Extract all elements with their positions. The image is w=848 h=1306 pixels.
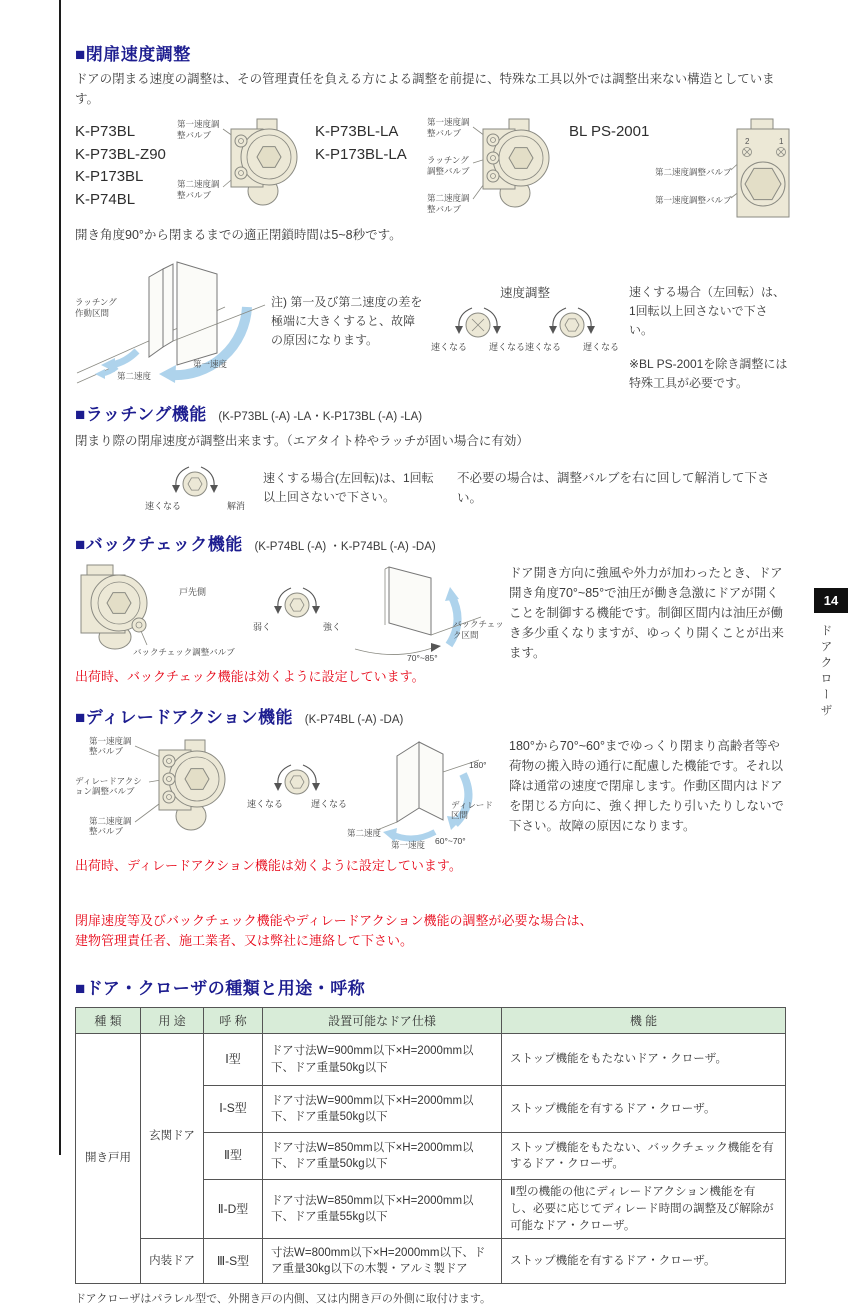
model-name: K-P73BL-LA bbox=[315, 123, 399, 140]
cell-function: ストップ機能を有するドア・クローザ。 bbox=[502, 1239, 786, 1284]
table-footnote: ドアクローザはパラレル型で、外開き戸の内側、又は内開き戸の外側に取付けます。 bbox=[75, 1293, 491, 1306]
table-header-row bbox=[76, 1008, 786, 1034]
special-tool-note: ※BL PS-2001を除き調整には特殊工具が必要です。 bbox=[629, 356, 788, 390]
valve-label-first-speed: 第一速度調整バルブ bbox=[177, 119, 220, 140]
page-number: 14 bbox=[823, 593, 839, 608]
col-header-function: 機 能 bbox=[502, 1008, 786, 1034]
door-label-second-speed: 第二速度 bbox=[117, 371, 152, 381]
cell-function: ストップ機能をもたない、バックチェック機能を有するドア・クローザ。 bbox=[502, 1133, 786, 1180]
door-closer-drawing bbox=[75, 563, 253, 659]
cell-spec: ドア寸法W=850mm以下×H=2000mm以下、ドア重量55kg以下 bbox=[263, 1180, 502, 1239]
cell-use-group: 内装ドア bbox=[141, 1239, 204, 1284]
section-title bbox=[75, 529, 791, 557]
section-delayed-action bbox=[75, 702, 791, 877]
valve-label-second-speed: 第二速度調整バルブ bbox=[655, 167, 732, 177]
section-title bbox=[75, 399, 791, 427]
cell-function: Ⅱ型の機能の他にディレードアクション機能を有し、必要に応じてディレード時間の調整及び解除が可能なドア・クローザ。 bbox=[502, 1180, 786, 1239]
angle-180-label: 180° bbox=[469, 759, 487, 770]
valve-label-first-speed: 第一速度調整バルブ bbox=[655, 195, 732, 205]
section-title: ■ドア・クローザの種類と用途・呼称 bbox=[75, 979, 366, 999]
model-name: K-P74BL bbox=[75, 190, 136, 208]
model-list-la bbox=[315, 117, 427, 219]
latching-valve-icon bbox=[145, 464, 245, 512]
table-row bbox=[76, 1239, 786, 1284]
col-header-type: 種 類 bbox=[76, 1008, 141, 1034]
valve-slower-label: 遅くなる bbox=[582, 342, 619, 352]
door-label-first-speed: 第一速度 bbox=[193, 359, 228, 369]
cell-spec: ドア寸法W=900mm以下×H=2000mm以下、ドア重量50kg以下 bbox=[263, 1034, 502, 1086]
cell-name: Ⅱ-D型 bbox=[204, 1180, 263, 1239]
model-name: K-P173BL bbox=[75, 168, 144, 185]
delayed-angle-label: 60°~70° bbox=[435, 835, 466, 846]
section-backcheck bbox=[75, 529, 791, 688]
section-closing-speed bbox=[75, 40, 791, 390]
cell-spec: 寸法W=800mm以下×H=2000mm以下、ドア重量30kg以下の木製・アルミ製ドア bbox=[263, 1239, 502, 1284]
page-left-rule bbox=[59, 0, 61, 1155]
valve-slower-label: 遅くなる bbox=[488, 342, 525, 352]
backcheck-valve-icon bbox=[253, 585, 341, 633]
page-number-tab bbox=[814, 588, 848, 613]
factory-setting-note: 出荷時、バックチェック機能は効くように設定しています。 bbox=[75, 669, 425, 684]
valve-faster-label: 速くなる bbox=[525, 342, 562, 352]
first-speed-label: 第一速度 bbox=[391, 839, 426, 850]
cell-name: Ⅰ型 bbox=[204, 1034, 263, 1086]
cell-name: Ⅱ型 bbox=[204, 1133, 263, 1180]
table-row bbox=[76, 1034, 786, 1086]
cancel-note: 不必要の場合は、調整バルブを右に回して解消して下さい。 bbox=[457, 471, 770, 505]
cell-spec: ドア寸法W=850mm以下×H=2000mm以下、ドア重量50kg以下 bbox=[263, 1133, 502, 1180]
delayed-description: 180°から70°~60°までゆっくり閉まり高齢者等や荷物の搬入時の通行に配慮した機能です。それ以降は通常の速度で閉扉します。作動区間内はドアを閉じる方向に、強く押したり引いたりしないで下さい。故障の原因になります。 bbox=[509, 738, 785, 833]
backcheck-closer-illustration bbox=[75, 563, 253, 659]
valve-label-second-speed: 第二速度調整バルブ bbox=[177, 179, 220, 200]
cell-use-group: 玄関ドア bbox=[141, 1034, 204, 1239]
second-speed-label: 第二速度 bbox=[347, 827, 382, 838]
col-header-name: 呼 称 bbox=[204, 1008, 263, 1034]
rotation-notes bbox=[629, 283, 791, 393]
model-name: BL PS-2001 bbox=[569, 123, 650, 140]
valve-weak-label: 弱く bbox=[253, 622, 272, 632]
section-title bbox=[75, 702, 791, 730]
valve-label-first-speed: 第一速度調整バルブ bbox=[427, 117, 470, 138]
closing-time-note: 開き角度90°から閉まるまでの適正閉鎖時間は5~8秒です。 bbox=[75, 228, 402, 242]
backcheck-valve-label: バックチェック調整バルブ bbox=[133, 647, 235, 657]
valve-mark-1: 1 bbox=[779, 137, 784, 146]
door-label-latching-zone: ラッチング作動区間 bbox=[75, 297, 117, 318]
cell-spec: ドア寸法W=900mm以下×H=2000mm以下、ドア重量50kg以下 bbox=[263, 1086, 502, 1133]
backcheck-description: ドア開き方向に強風や外力が加わったとき、ドア開き角度70°~85°で油圧が働き急激にドアが開くことを制御する機能です。制御区間内は油圧が働き多少重くなりますが、ゆっくり開くことが出来ます。 bbox=[509, 566, 784, 660]
rotation-limit-note: 速くする場合（左回転）は、1回転以上回さないで下さい。 bbox=[629, 285, 786, 338]
col-header-spec: 設置可能なドア仕様 bbox=[263, 1008, 502, 1034]
section-models: (K-P73BL (-A) -LA・K-P173BL (-A) -LA) bbox=[218, 411, 423, 423]
door-closer-illustration-latching bbox=[427, 117, 569, 219]
section-latching bbox=[75, 399, 791, 517]
section-title: ■閉扉速度調整 bbox=[75, 45, 191, 64]
door-swing-diagram bbox=[75, 255, 271, 385]
door-closer-illustration-standard bbox=[177, 117, 315, 219]
model-name: K-P73BL bbox=[75, 123, 136, 140]
valve-label-second-speed: 第二速度調整バルブ bbox=[89, 815, 132, 837]
cell-type-group: 開き戸用 bbox=[76, 1034, 141, 1284]
model-name: K-P173BL-LA bbox=[315, 145, 407, 163]
models-row bbox=[75, 117, 791, 219]
valve-label-latching: ラッチング調整バルブ bbox=[427, 155, 470, 176]
section-intro: 閉まり際の閉扉速度が調整出来ます。（エアタイト枠やラッチが固い場合に有効） bbox=[75, 434, 529, 448]
warning-line-1: 閉扉速度等及びバックチェック機能やディレードアクション機能の調整が必要な場合は、 bbox=[75, 912, 593, 928]
section-models: (K-P74BL (-A) -DA) bbox=[304, 713, 404, 726]
section-title-text: ■バックチェック機能 bbox=[75, 535, 243, 554]
delayed-door-diagram bbox=[347, 736, 497, 848]
adjustment-warning bbox=[75, 911, 791, 953]
valve-strong-label: 強く bbox=[322, 622, 341, 632]
valve-faster-label: 速くなる bbox=[431, 342, 468, 352]
warning-line-2: 建物管理責任者、施工業者、又は弊社に連絡して下さい。 bbox=[75, 933, 414, 949]
model-list-standard bbox=[75, 117, 177, 219]
valve-label-second-speed: 第二速度調整バルブ bbox=[427, 193, 470, 214]
valve-cancel-label: 解消 bbox=[226, 501, 245, 511]
rotation-limit-note: 速くする場合(左回転)は、1回転以上回さないで下さい。 bbox=[263, 470, 434, 504]
page-content bbox=[75, 40, 791, 1306]
delayed-closer-illustration bbox=[75, 736, 247, 844]
section-title-text: ■ディレードアクション機能 bbox=[75, 707, 294, 727]
delayed-zone-label: ディレード区間 bbox=[451, 799, 493, 821]
cell-function: ストップ機能を有するドア・クローザ。 bbox=[502, 1086, 786, 1133]
speed-difference-note: 注) 第一及び第二速度の差を極端に大きくすると、故障の原因になります。 bbox=[271, 295, 423, 348]
valve-faster-label: 速くなる bbox=[145, 501, 182, 511]
backcheck-angle-label: 70°~85° bbox=[407, 653, 438, 663]
cell-name: Ⅰ-S型 bbox=[204, 1086, 263, 1133]
section-title-text: ■ラッチング機能 bbox=[75, 405, 207, 424]
door-edge-label: 戸先側 bbox=[179, 587, 207, 597]
cell-name: Ⅲ-S型 bbox=[204, 1239, 263, 1284]
backcheck-zone-label: バックチェック区間 bbox=[453, 619, 504, 640]
speed-adjust-block bbox=[431, 255, 619, 353]
model-name: K-P73BL-Z90 bbox=[75, 145, 166, 163]
cell-function: ストップ機能をもたないドア・クローザ。 bbox=[502, 1034, 786, 1086]
door-closer-types-table bbox=[75, 1007, 786, 1284]
factory-setting-note: 出荷時、ディレードアクション機能は効くように設定しています。 bbox=[75, 857, 462, 873]
door-swing-drawing bbox=[75, 255, 271, 385]
valve-faster-label: 速くなる bbox=[247, 798, 284, 809]
backcheck-door-diagram bbox=[349, 563, 504, 663]
delayed-valve-icon bbox=[247, 762, 347, 810]
valve-slower-label: 遅くなる bbox=[310, 798, 347, 809]
section-intro: ドアの閉まる速度の調整は、その管理責任を負える方による調整を前提に、特殊な工具以外では調整出来ない構造としています。 bbox=[75, 72, 775, 106]
chapter-side-label: ドアクローザ bbox=[819, 624, 833, 720]
door-closer-illustration-ps2001 bbox=[655, 117, 791, 219]
section-models: (K-P74BL (-A) ・K-P74BL (-A) -DA) bbox=[254, 541, 436, 553]
door-swing-drawing bbox=[349, 563, 499, 663]
model-list-ps2001 bbox=[569, 117, 655, 219]
valve-label-first-speed: 第一速度調整バルブ bbox=[89, 735, 132, 757]
valve-label-delayed: ディレードアクション調整バルブ bbox=[75, 775, 142, 797]
speed-adjust-title: 速度調整 bbox=[499, 286, 550, 300]
speed-valve-cross-icon bbox=[431, 305, 525, 353]
valve-mark-2: 2 bbox=[745, 137, 750, 146]
speed-valve-hex-icon bbox=[525, 305, 619, 353]
section-types-table bbox=[75, 974, 791, 1306]
col-header-use: 用 途 bbox=[141, 1008, 204, 1034]
